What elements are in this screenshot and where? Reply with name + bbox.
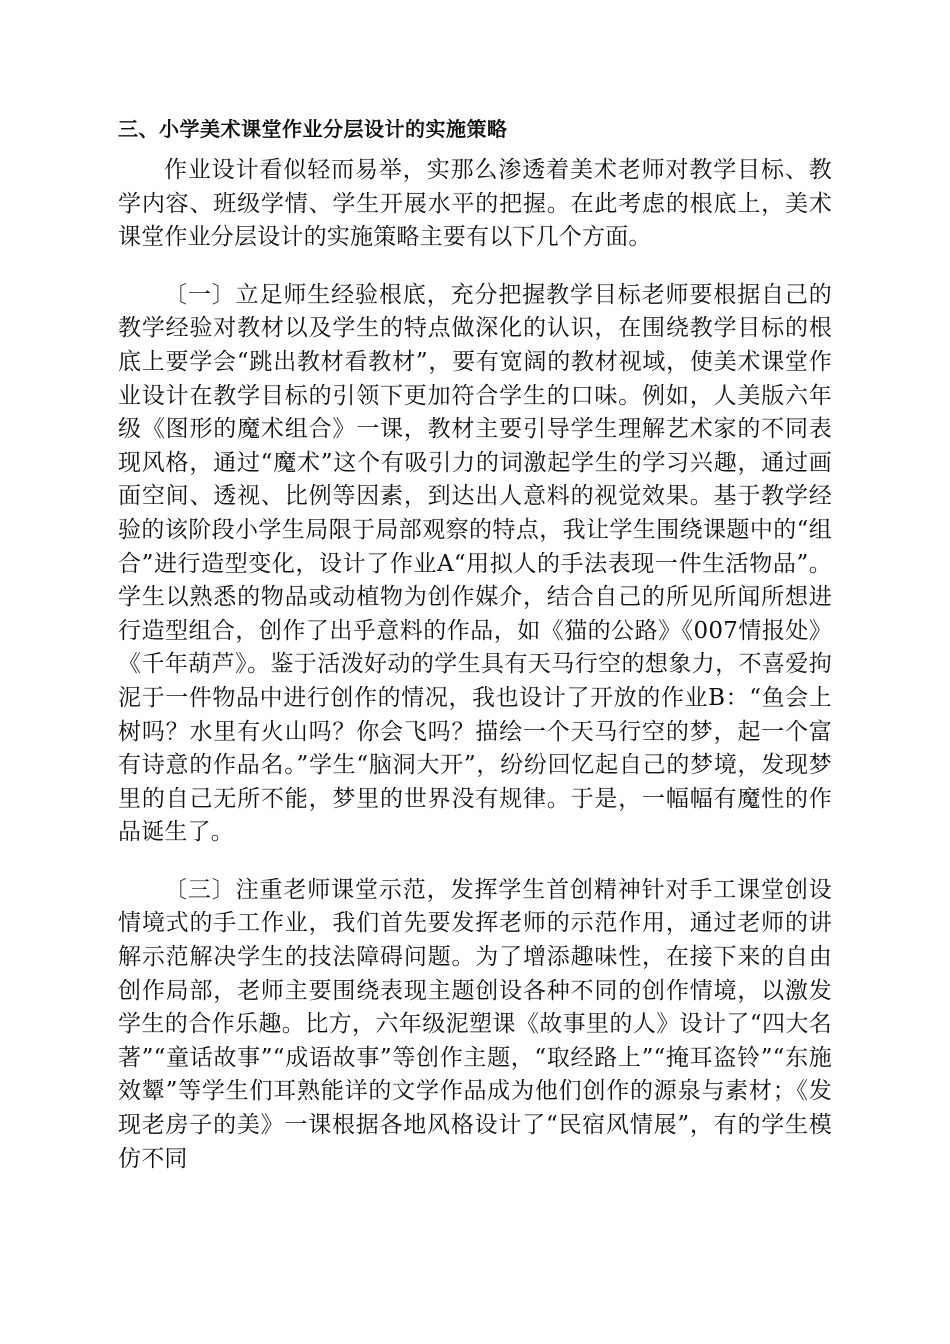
paragraph-strategy-3: 〔三〕注重老师课堂示范，发挥学生首创精神针对手工课堂创设情境式的手工作业，我们首先要发挥老师的示范作用，通过老师的讲解示范解决学生的技法障碍问题。为了增添趣味性，在接下来的自由创作局部，老师主要围绕表现主题创设各种不同的创作情境，以激发学生的合作乐趣。比方，六年级泥塑课《故事里的人》设计了“四大名著”“童话故事”“成语故事”等创作主题，“取经路上”“掩耳盗铃”“东施效颦”等学生们耳熟能详的文学作品成为他们创作的源泉与素材；《发现老房子的美》一课根据各地风格设计了“民宿风情展”，有的学生模仿不同 [118, 876, 832, 1172]
section-heading: 三、小学美术课堂作业分层设计的实施策略 [118, 117, 508, 141]
document-page [118, 112, 832, 1176]
paragraph-strategy-1: 〔一〕立足师生经验根底，充分把握教学目标老师要根据自己的教学经验对教材以及学生的特点做深化的认识，在围绕教学目标的根底上要学会“跳出教材看教材”，要有宽阔的教材视域，使美术课堂作业设计在教学目标的引领下更加符合学生的口味。例如，人美版六年级《图形的魔术组合》一课，教材主要引导学生理解艺术家的不同表现风格，通过“魔术”这个有吸引力的词激起学生的学习兴趣，通过画面空间、透视、比例等因素，到达出人意料的视觉效果。基于教学经验的该阶段小学生局限于局部观察的特点，我让学生围绕课题中的“组合”进行造型变化，设计了作业A“用拟人的手法表现一件生活物品”。学生以熟悉的物品或动植物为创作媒介，结合自己的所见所闻所想进行造型组合，创作了出乎意料的作品，如《猫的公路》《007情报处》《千年葫芦》。鉴于活泼好动的学生具有天马行空的想象力，不喜爱拘泥于一件物品中进行创作的情况，我也设计了开放的作业B：“鱼会上树吗？水里有火山吗？你会飞吗？描绘一个天马行空的梦，起一个富有诗意的作品名。”学生“脑洞大开”，纷纷回忆起自己的梦境，发现梦里的自己无所不能，梦里的世界没有规律。于是，一幅幅有魔性的作品诞生了。 [118, 281, 832, 846]
paragraph-intro: 作业设计看似轻而易举，实那么渗透着美术老师对教学目标、教学内容、班级学情、学生开展水平的把握。在此考虑的根底上，美术课堂作业分层设计的实施策略主要有以下几个方面。 [118, 157, 832, 251]
